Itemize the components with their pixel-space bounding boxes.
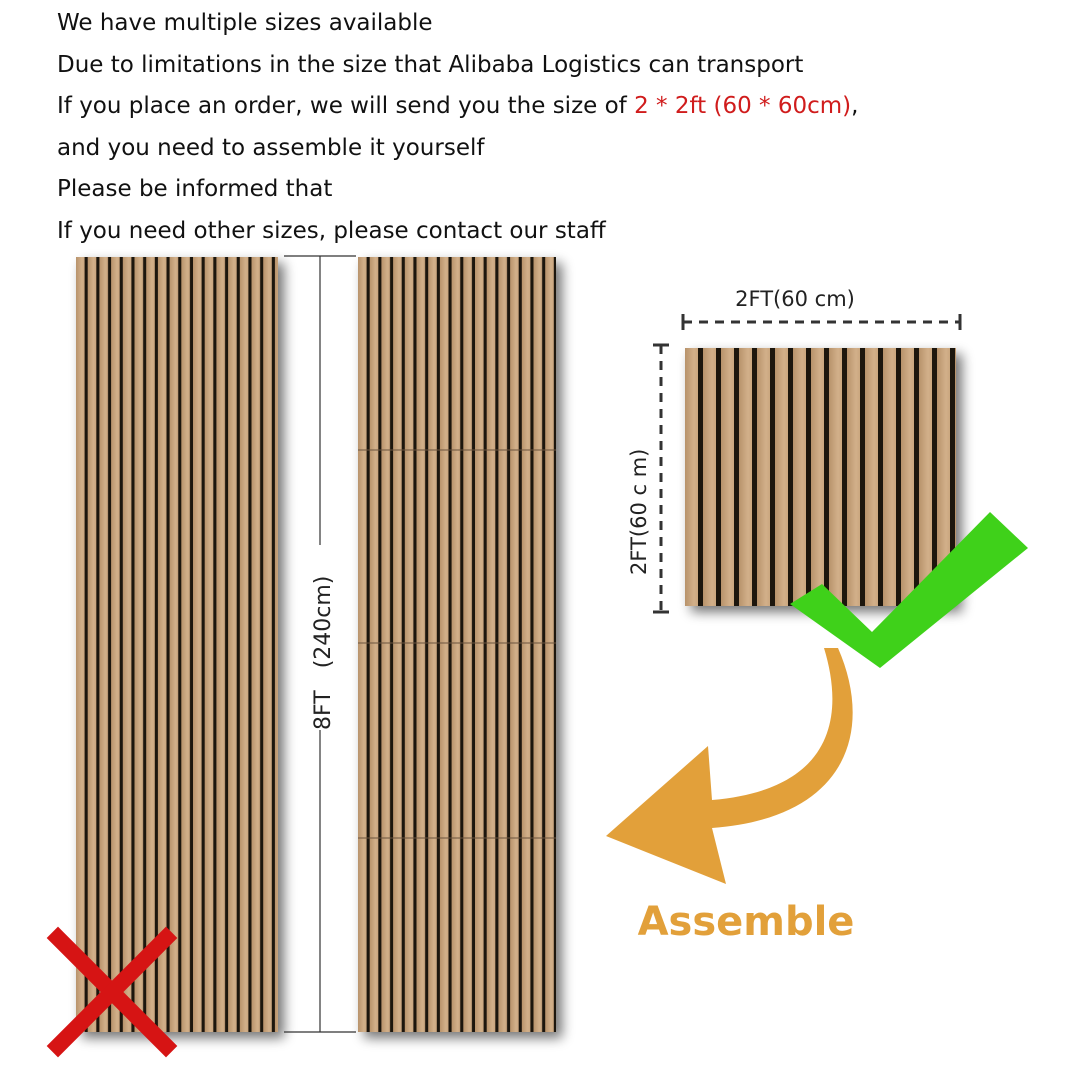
intro-line-3-suffix: ,: [851, 93, 859, 119]
size-highlight: 2 * 2ft (60 * 60cm): [634, 93, 852, 119]
tall-panel: [76, 257, 278, 1032]
intro-line-1: We have multiple sizes available: [57, 10, 433, 36]
square-panel: [685, 348, 956, 606]
intro-line-3-prefix: If you place an order, we will send you the size of: [57, 93, 635, 119]
tall-height-label: 8FT (240cm): [311, 575, 336, 730]
intro-line-6: If you need other sizes, please contact our staff: [57, 217, 606, 244]
assembled-panel: [358, 257, 556, 1032]
square-height-label: 2FT(60 c m): [627, 448, 651, 575]
width-dimension: [683, 314, 960, 330]
intro-line-4: and you need to assemble it yourself: [57, 134, 485, 161]
square-height-dimension: [653, 345, 669, 612]
assemble-label: Assemble: [637, 899, 855, 945]
intro-line-5: Please be informed that: [57, 176, 333, 202]
square-width-label: 2FT(60 cm): [735, 287, 855, 311]
curved-arrow-icon: [606, 648, 853, 884]
intro-line-2: Due to limitations in the size that Alibaba Logistics can transport: [57, 51, 804, 78]
